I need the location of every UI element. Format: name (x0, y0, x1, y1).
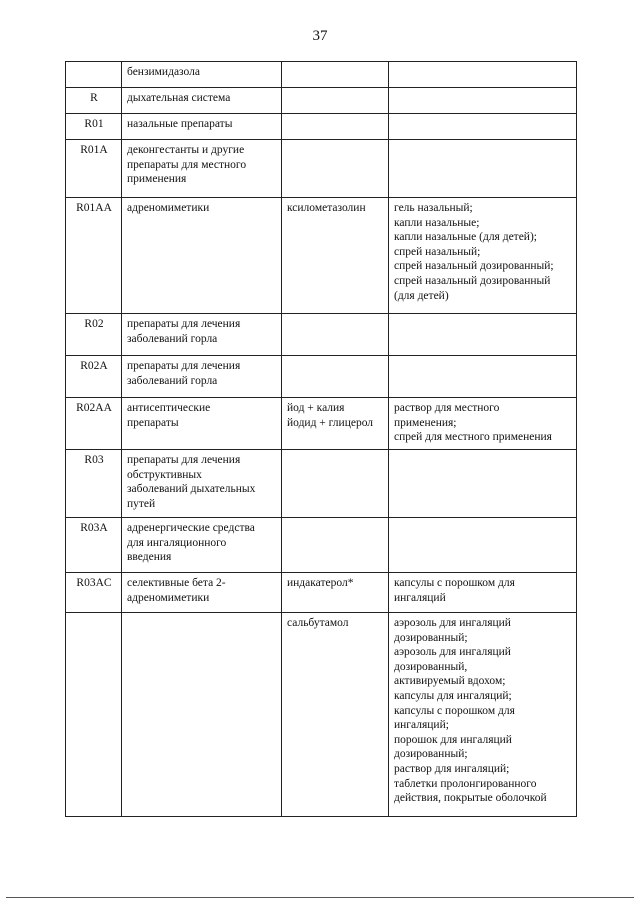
cell-text-line: бензимидазола (127, 66, 200, 78)
cell-text-line: препараты для лечения (127, 360, 241, 372)
cell-text-line: аэрозоль для ингаляций (394, 646, 511, 659)
cell-text-line: таблетки пролонгированного (394, 777, 537, 790)
drug-table (65, 61, 577, 817)
dosage-forms-cell (389, 114, 577, 140)
dosage-forms-cell (389, 573, 577, 613)
cell-text-line: дозированный; (394, 631, 468, 644)
atc-code-cell: R (66, 88, 122, 114)
atc-code-cell: R03A (66, 518, 122, 573)
dosage-forms-cell (389, 88, 577, 114)
anatomical-group-cell (122, 140, 282, 198)
table-row (66, 398, 577, 450)
cell-text-line: заболеваний горла (127, 332, 218, 345)
inn-cell (282, 198, 389, 314)
cell-text-line: селективные бета 2- (127, 577, 226, 589)
cell-text-line: деконгестанты и другие (127, 144, 245, 156)
inn-cell (282, 114, 389, 140)
atc-code-cell: R01 (66, 114, 122, 140)
anatomical-group-cell (122, 314, 282, 356)
cell-text-line: препараты для лечения (127, 454, 241, 466)
dosage-forms-cell (389, 613, 577, 817)
anatomical-group-cell (122, 398, 282, 450)
cell-text-line: адренергические средства (127, 522, 255, 534)
table-row (66, 198, 577, 314)
table-row (66, 356, 577, 398)
table-row (66, 62, 577, 88)
anatomical-group-cell (122, 450, 282, 518)
cell-text-line: капсулы для ингаляций; (394, 689, 512, 702)
table-row (66, 140, 577, 198)
cell-text-line: спрей для местного применения (394, 431, 552, 444)
bottom-rule (6, 897, 634, 898)
cell-text-line: аэрозоль для ингаляций (394, 617, 511, 629)
cell-text-line: обструктивных (127, 468, 202, 481)
cell-text-line: заболеваний дыхательных (127, 483, 256, 496)
cell-text-line: раствор для ингаляций; (394, 762, 510, 775)
dosage-forms-cell (389, 314, 577, 356)
inn-cell (282, 613, 389, 817)
cell-text-line: дозированный, (394, 660, 468, 673)
cell-text-line: спрей назальный; (394, 245, 481, 258)
cell-text-line: капли назальные (для детей); (394, 231, 537, 244)
cell-text-line: для ингаляционного (127, 536, 227, 549)
cell-text-line: применения; (394, 416, 457, 429)
inn-cell (282, 356, 389, 398)
atc-code-cell: R02AA (66, 398, 122, 450)
cell-text-line: спрей назальный дозированный (394, 274, 551, 287)
atc-code-cell: R01A (66, 140, 122, 198)
inn-cell (282, 518, 389, 573)
cell-text-line: ингаляций (394, 591, 446, 604)
cell-text-line: капсулы с порошком для (394, 577, 515, 589)
cell-text-line: йод + калия (287, 402, 345, 414)
cell-text-line: введения (127, 551, 172, 564)
inn-cell (282, 62, 389, 88)
cell-text-line: препараты для местного (127, 158, 247, 171)
atc-code-cell: R03 (66, 450, 122, 518)
anatomical-group-cell (122, 613, 282, 817)
anatomical-group-cell (122, 62, 282, 88)
cell-text-line: заболеваний горла (127, 374, 218, 387)
cell-text-line: (для детей) (394, 289, 449, 302)
cell-text-line: препараты для лечения (127, 318, 241, 330)
cell-text-line: ингаляций; (394, 719, 449, 732)
atc-code-cell (66, 62, 122, 88)
anatomical-group-cell (122, 573, 282, 613)
atc-code-cell: R02 (66, 314, 122, 356)
inn-cell (282, 398, 389, 450)
cell-text-line: путей (127, 497, 156, 510)
cell-text-line: раствор для местного (394, 402, 500, 414)
table-row (66, 114, 577, 140)
anatomical-group-cell (122, 88, 282, 114)
cell-text-line: капсулы с порошком для (394, 704, 515, 717)
inn-cell (282, 314, 389, 356)
cell-text-line: адреномиметики (127, 202, 210, 214)
cell-text-line: порошок для ингаляций (394, 733, 512, 746)
atc-code-cell: R03AC (66, 573, 122, 613)
cell-text-line: действия, покрытые оболочкой (394, 792, 547, 805)
cell-text-line: адреномиметики (127, 591, 210, 604)
cell-text-line: дыхательная система (127, 92, 231, 104)
table-body (66, 62, 577, 817)
cell-text-line: назальные препараты (127, 118, 233, 130)
dosage-forms-cell (389, 198, 577, 314)
anatomical-group-cell (122, 356, 282, 398)
dosage-forms-cell (389, 518, 577, 573)
inn-cell (282, 88, 389, 114)
cell-text-line: антисептические (127, 402, 211, 414)
cell-text-line: применения (127, 173, 187, 186)
cell-text-line: индакатерол* (287, 577, 354, 589)
table-row (66, 450, 577, 518)
table-row (66, 518, 577, 573)
cell-text-line: спрей назальный дозированный; (394, 260, 554, 273)
cell-text-line: йодид + глицерол (287, 416, 374, 429)
anatomical-group-cell (122, 114, 282, 140)
inn-cell (282, 450, 389, 518)
dosage-forms-cell (389, 140, 577, 198)
dosage-forms-cell (389, 398, 577, 450)
cell-text-line: препараты (127, 416, 179, 429)
cell-text-line: гель назальный; (394, 202, 473, 214)
cell-text-line: дозированный; (394, 748, 468, 761)
anatomical-group-cell (122, 198, 282, 314)
dosage-forms-cell (389, 450, 577, 518)
inn-cell (282, 140, 389, 198)
atc-code-cell: R02A (66, 356, 122, 398)
page-number: 37 (312, 28, 328, 44)
cell-text-line: сальбутамол (287, 617, 349, 629)
atc-code-cell (66, 613, 122, 817)
inn-cell (282, 573, 389, 613)
cell-text-line: ксилометазолин (287, 202, 366, 214)
dosage-forms-cell (389, 356, 577, 398)
anatomical-group-cell (122, 518, 282, 573)
table-row (66, 613, 577, 817)
table-row (66, 88, 577, 114)
cell-text-line: капли назальные; (394, 216, 480, 229)
dosage-forms-cell (389, 62, 577, 88)
table-row (66, 314, 577, 356)
atc-code-cell: R01AA (66, 198, 122, 314)
table-row (66, 573, 577, 613)
cell-text-line: активируемый вдохом; (394, 675, 506, 688)
